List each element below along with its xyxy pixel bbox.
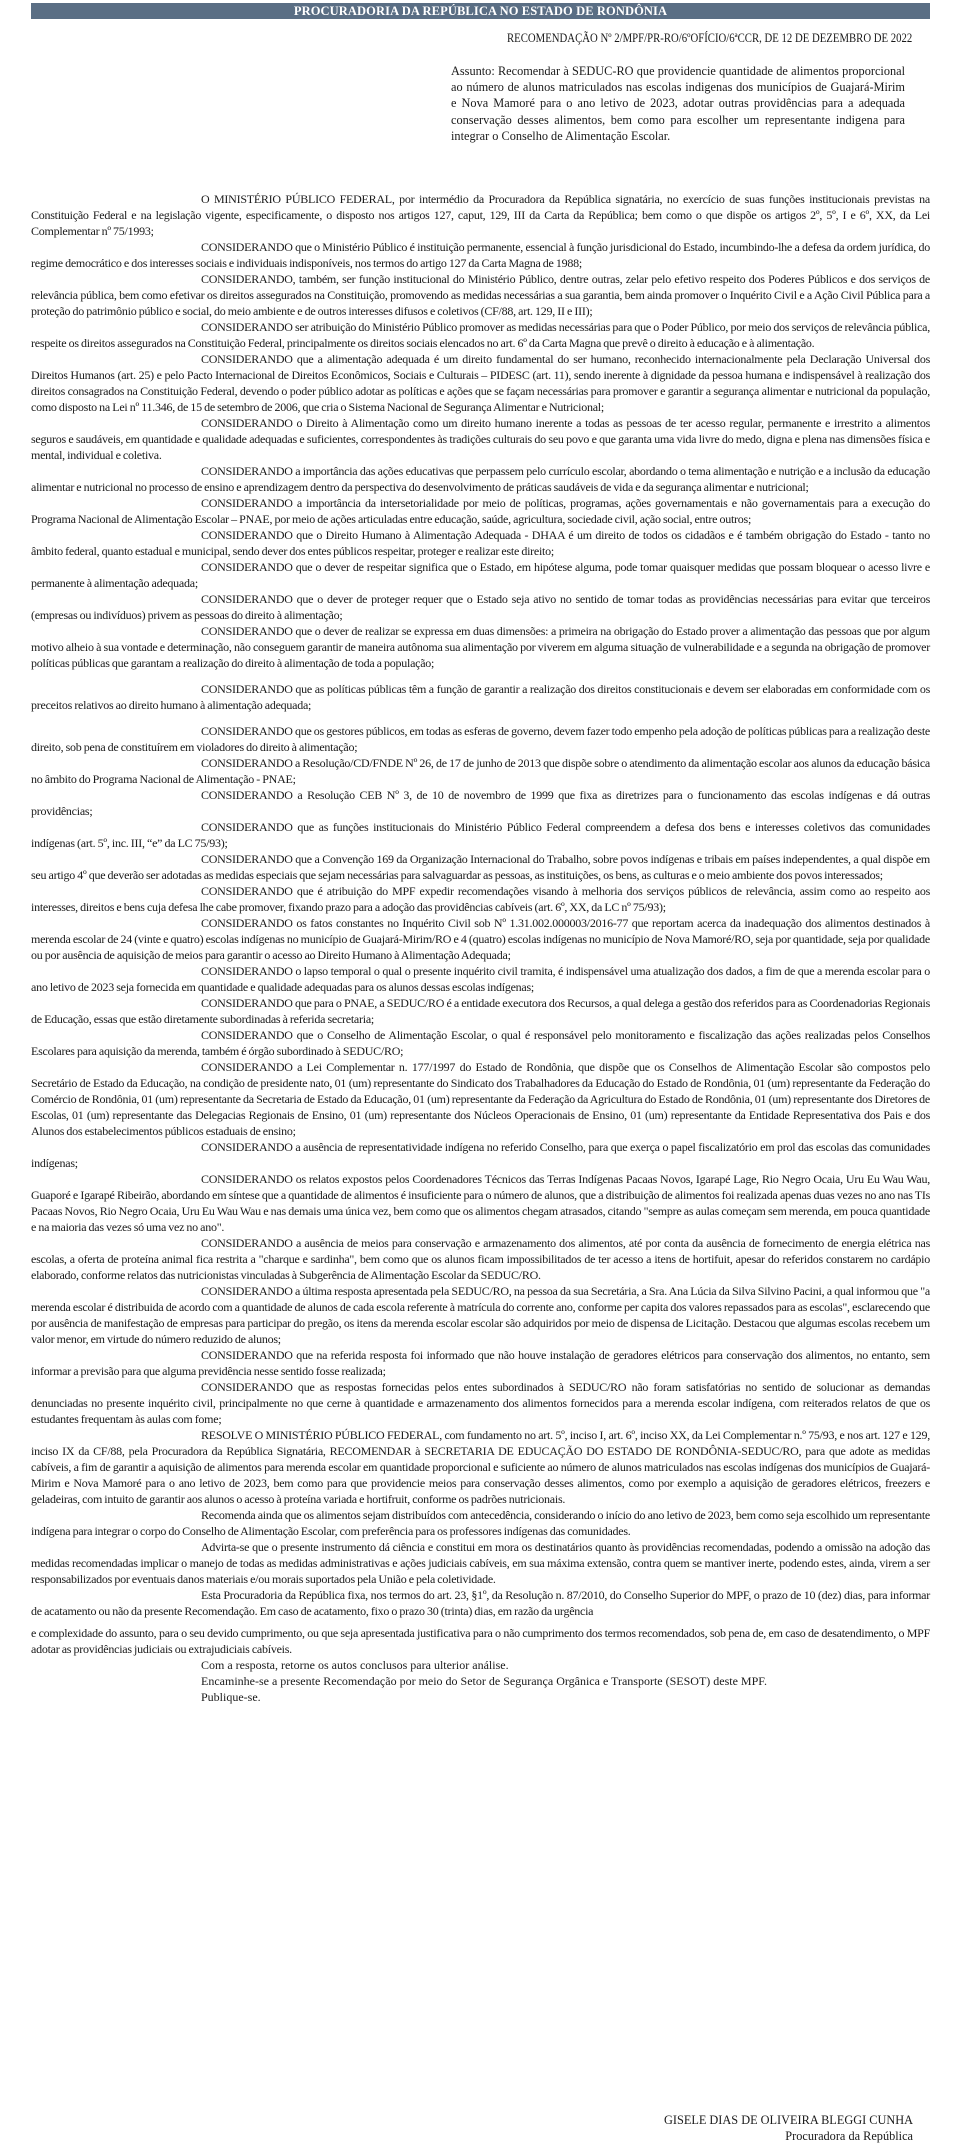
paragraph-considerando: CONSIDERANDO, também, ser função institucional do Ministério Público, dentre outras, zelar pelo efetivo respeito dos Poderes Públicos e dos serviços de relevância pública, bem como efetivar os direitos assegurados na Constituição, promovendo as medidas necessárias a sua garantia, bem ainda promover o Inquérito Civil e a Ação Civil Pública para a proteção do patrimônio público e social, do meio ambiente e de outros interesses difusos e coletivos (CF/88, art. 129, II e III);: [31, 272, 930, 318]
document-body: [31, 191, 930, 1705]
subject-block: Assunto: Recomendar à SEDUC-RO que providencie quantidade de alimentos proporcional ao número de alunos matriculados nas escolas indigenas dos municípios de Guajará-Mirim e Nova Mamoré para o ano letivo de 2023, adotar outras providências para a adequada conservação desses alimentos, bem como para escolher um representante indigena para integrar o Conselho de Alimentação Escolar.: [451, 64, 905, 143]
closing-line: Com a resposta, retorne os autos conclusos para ulterior análise.: [201, 1658, 509, 1672]
paragraph-preamble: O MINISTÉRIO PÚBLICO FEDERAL, por intermédio da Procuradora da República signatária, no exercício de suas funções institucionais previstas na Constituição Federal e na legislação vigente, especificamente, o disposto nos artigos 127, caput, 129, III da Carta da República; bem como o que dispõe os artigos 2º, 5º, I e 6º, XX, da Lei Complementar nº 75/1993;: [31, 192, 930, 238]
paragraph-deadline-continued: e complexidade do assunto, para o seu devido cumprimento, ou que seja apresentada justificativa para o não cumprimento dos termos recomendados, sob pena de, em caso de desatendimento, o MPF adotar as providências judiciais ou extrajudiciais cabíveis.: [31, 1626, 930, 1656]
paragraph-warning: Advirta-se que o presente instrumento dá ciência e constitui em mora os destinatários quanto às providências recomendadas, podendo a omissão na adoção das medidas recomendadas implicar o manejo de todas as medidas administrativas e ações judiciais cabíveis, em sua máxima extensão, contra quem se mantiver inerte, podendo estes, ainda, virem a ser responsabilizados por eventuais danos materiais e/ou morais suportados pela União e pela coletividade.: [31, 1540, 930, 1586]
paragraph-considerando: CONSIDERANDO os relatos expostos pelos Coordenadores Técnicos das Terras Indígenas Pacaas Novos, Igarapé Lage, Rio Negro Ocaia, Uru Eu Wau Wau, Guaporé e Igarapé Ribeirão, abordando em síntese que a quantidade de alimentos é insuficiente para o número de alunos, que a distribuição de alimentos foi realizada apenas duas vezes no ano nas TIs Pacaas Novos, Rio Negro Ocaia, Uru Eu Wau Wau e nas demais uma única vez, bem como que os alimentos chegam atrasados, citando "sempre as aulas começam sem merenda, em pouca quantidade e na maioria das vezes só uma vez no ano".: [31, 1172, 930, 1234]
closing-line: Encaminhe-se a presente Recomendação por meio do Setor de Segurança Orgânica e Transporte (SESOT) deste MPF.: [201, 1674, 767, 1688]
paragraph-recommendation: Recomenda ainda que os alimentos sejam distribuídos com antecedência, considerando o início do ano letivo de 2023, bem como seja escolhido um representante indígena para integrar o corpo do Conselho de Alimentação Escolar, com preferência para os professores indígenas das comunidades.: [31, 1508, 930, 1538]
paragraph-considerando: CONSIDERANDO a ausência de meios para conservação e armazenamento dos alimentos, até por conta da ausência de fornecimento de energia elétrica nas escolas, a oferta de proteína animal fica restrita a "charque e sardinha", bem como que os alunos ficam impossibilitados de ter acesso a itens de hortifuit, apesar do referidos constarem no cardápio elaborado, conforme relatos das nutricionistas vinculadas à Subgerência de Alimentação Escolar da SEDUC/RO.: [31, 1236, 930, 1282]
paragraph-considerando: CONSIDERANDO a Resolução/CD/FNDE Nº 26, de 17 de junho de 2013 que dispõe sobre o atendimento da alimentação escolar aos alunos da educação básica no âmbito do Programa Nacional de Alimentação - PNAE;: [31, 756, 930, 786]
paragraph-considerando: CONSIDERANDO que o Ministério Público é instituição permanente, essencial à função jurisdicional do Estado, incumbindo-lhe a defesa da ordem jurídica, do regime democrático e dos interesses sociais e individuais indisponíveis, nos termos do artigo 127 da Carta Magna de 1988;: [31, 240, 930, 270]
paragraph-considerando: CONSIDERANDO o Direito à Alimentação como um direito humano inerente a todas as pessoas de ter acesso regular, permanente e irrestrito a alimentos seguros e saudáveis, em quantidade e qualidade adequadas e suficientes, correspondentes às tradições culturais do seu povo e que garanta uma vida livre do medo, digna e plena nas dimensões física e mental, individual e coletiva.: [31, 416, 930, 462]
paragraph-considerando: CONSIDERANDO a última resposta apresentada pela SEDUC/RO, na pessoa da sua Secretária, a Sra. Ana Lúcia da Silva Silvino Pacini, a qual informou que "a merenda escolar é distribuida de acordo com a quantidade de alunos de cada escola referente à matrícula do corrente ano, conforme per capita dos valores repassados para as escolas", esclarecendo que por ausência de manifestação de empresas para participar do pregão, os itens da merenda escolar escolar são adquiridos por meio de dispensa de Licitação. Destacou que algumas escolas recebem um valor menor, em virtude do número reduzido de alunos;: [31, 1284, 930, 1346]
paragraph-considerando: CONSIDERANDO a Resolução CEB Nº 3, de 10 de novembro de 1999 que fixa as diretrizes para o funcionamento das escolas indígenas e dá outras providências;: [31, 788, 930, 818]
paragraph-considerando: CONSIDERANDO que a Convenção 169 da Organização Internacional do Trabalho, sobre povos indígenas e tribais em países independentes, a qual dispõe em seu artigo 4º que deverão ser adotadas as medidas especiais que sejam necessárias para salvaguardar as pessoas, as instituições, os bens, as culturas e o meio ambiente dos povos interessados;: [31, 852, 930, 882]
paragraph-considerando: CONSIDERANDO ser atribuição do Ministério Público promover as medidas necessárias para que o Poder Público, por meio dos serviços de relevância pública, respeite os direitos assegurados na Constituição Federal, principalmente os direitos sociais elencados no art. 6º da Carta Magna que prevê o direito à educação e à alimentação.: [31, 320, 930, 350]
paragraph-deadline: Esta Procuradoria da República fixa, nos termos do art. 23, §1º, da Resolução n. 87/2010, do Conselho Superior do MPF, o prazo de 10 (dez) dias, para informar de acatamento ou não da presente Recomendação. Em caso de acatamento, fixo o prazo 30 (trinta) dias, em razão da urgência: [31, 1588, 930, 1618]
paragraph-considerando: CONSIDERANDO a importância das ações educativas que perpassem pelo currículo escolar, abordando o tema alimentação e nutrição e a inclusão da educação alimentar e nutricional no processo de ensino e aprendizagem dentro da perspectiva do desenvolvimento de práticas saudáveis de vida e da segurança alimentar e nutricional;: [31, 464, 930, 494]
paragraph-considerando: CONSIDERANDO que as funções institucionais do Ministério Público Federal compreendem a defesa dos bens e interesses coletivos das comunidades indígenas (art. 5º, inc. III, “e” da LC 75/93);: [31, 820, 930, 850]
paragraph-resolve: RESOLVE O MINISTÉRIO PÚBLICO FEDERAL, com fundamento no art. 5º, inciso I, art. 6º, inciso XX, da Lei Complementar n.º 75/93, e nos art. 127 e 129, inciso IX da CF/88, pela Procuradora da República Signatária, RECOMENDAR à SECRETARIA DE EDUCAÇÃO DO ESTADO DE RONDÔNIA-SEDUC/RO, para que adote as medidas cabíveis, a fim de garantir a aquisição de alimentos para merenda escolar em quantidade proporcional e suficiente ao número de alunos matriculados nas escolas indígenas dos municípios de Guajará-Mirim e Nova Mamoré para o ano letivo de 2023, bem como para que providencie meios para conservação desses alimentos, como por exemplo a aquisição de geradores elétricos, freezers e geladeiras, com intuito de garantir aos alunos o acesso à proteína variada e hortifruit, conforme os padrões nutricionais.: [31, 1428, 930, 1506]
paragraph-considerando: CONSIDERANDO que o dever de proteger requer que o Estado seja ativo no sentido de tomar todas as providências necessárias para evitar que terceiros (empresas ou indivíduos) privem as pessoas do direito à alimentação;: [31, 592, 930, 622]
paragraph-considerando: CONSIDERANDO o lapso temporal o qual o presente inquérito civil tramita, é indispensável uma atualização dos dados, a fim de que a merenda escolar para o ano letivo de 2023 seja fornecida em quantidade e qualidade adequadas para os alunos dessas escolas indígenas;: [31, 964, 930, 994]
paragraph-considerando: CONSIDERANDO que o dever de realizar se expressa em duas dimensões: a primeira na obrigação do Estado prover a alimentação das pessoas que por algum motivo alheio à sua vontade e determinação, não conseguem garantir de maneira autônoma sua alimentação por viverem em alguma situação de vulnerabilidade e a segunda na obrigação de promover políticas públicas que garantam a realização do direito à alimentação de toda a população;: [31, 624, 930, 670]
closing-line: Publique-se.: [201, 1690, 261, 1704]
paragraph-considerando: CONSIDERANDO que o dever de respeitar significa que o Estado, em hipótese alguma, pode tomar quaisquer medidas que possam bloquear o acesso livre e permanente à alimentação adequada;: [31, 560, 930, 590]
institution-banner: PROCURADORIA DA REPÚBLICA NO ESTADO DE RONDÔNIA: [31, 3, 930, 19]
paragraph-considerando: CONSIDERANDO que as políticas públicas têm a função de garantir a realização dos direitos constitucionais e devem ser elaboradas em conformidade com os preceitos relativos ao direito humano à alimentação adequada;: [31, 682, 930, 712]
paragraph-considerando: CONSIDERANDO que a alimentação adequada é um direito fundamental do ser humano, reconhecido internacionalmente pela Declaração Universal dos Direitos Humanos (art. 25) e pelo Pacto Internacional de Direitos Econômicos, Sociais e Culturais – PIDESC (art. 11), sendo inerente à dignidade da pessoa humana e indispensável à realização dos direitos consagrados na Constituição Federal, devendo o poder público adotar as políticas e ações que se façam necessárias para promover e garantir a segurança alimentar e nutricional da população, como disposto na Lei nº 11.346, de 15 de setembro de 2006, que cria o Sistema Nacional de Segurança Alimentar e Nutricional;: [31, 352, 930, 414]
paragraph-considerando: CONSIDERANDO que os gestores públicos, em todas as esferas de governo, devem fazer todo empenho pela adoção de políticas públicas para a realização deste direito, sob pena de constituírem em violadores do direito à alimentação;: [31, 724, 930, 754]
paragraph-considerando: CONSIDERANDO a Lei Complementar n. 177/1997 do Estado de Rondônia, que dispõe que os Conselhos de Alimentação Escolar são compostos pelo Secretário de Estado da Educação, na condição de presidente nato, 01 (um) representante do Sindicato dos Trabalhadores da Educação do Estado de Rondônia, 01 (um) representante da Federação do Comércio de Rondônia, 01 (um) representante da Secretaria de Estado da Educação, 01 (um) representante da Federação da Agricultura do Estado de Rondônia, 01 (um) representante dos Diretores de Escolas, 01 (um) representante das Delegacias Regionais de Ensino, 01 (um) representante dos Núcleos Operacionais de Ensino, 01 (um) representante da Entidade Representativa dos Pais e dos Alunos dos estabelecimentos públicos estaduais de ensino;: [31, 1060, 930, 1138]
paragraph-considerando: CONSIDERANDO que para o PNAE, a SEDUC/RO é a entidade executora dos Recursos, a qual delega a gestão dos referidos para as Coordenadorias Regionais de Educação, essas que estão diretamente subordinadas à referida secretaria;: [31, 996, 930, 1026]
paragraph-considerando: CONSIDERANDO que na referida resposta foi informado que não houve instalação de geradores elétricos para conservação dos alimentos, no entanto, sem informar a previsão para que alguma previdência nesse sentido fosse realizada;: [31, 1348, 930, 1378]
document-reference: RECOMENDAÇÃO Nº 2/MPF/PR-RO/6ºOFÍCIO/6ªCCR, DE 12 DE DEZEMBRO DE 2022: [506, 31, 912, 45]
paragraph-considerando: CONSIDERANDO que as respostas fornecidas pelos entes subordinados à SEDUC/RO não foram satisfatórias no sentido de solucionar as demandas denunciadas no presente inquérito civil, principalmente no que cerne à quantidade e armazenamento dos alimentos fornecidos para a merenda escolar indígena, com reiterados relatos de que os estudantes frequentam às aulas com fome;: [31, 1380, 930, 1426]
paragraph-considerando: CONSIDERANDO a ausência de representatividade indígena no referido Conselho, para que exerça o papel fiscalizatório em prol das escolas das comunidades indígenas;: [31, 1140, 930, 1170]
paragraph-considerando: CONSIDERANDO que é atribuição do MPF expedir recomendações visando à melhoria dos serviços públicos de relevância, assim como ao respeito aos interesses, direitos e bens cuja defesa lhe cabe promover, fixando prazo para a adoção das providências cabíveis (art. 6º, XX, da LC nº 75/93);: [31, 884, 930, 914]
paragraph-considerando: CONSIDERANDO que o Conselho de Alimentação Escolar, o qual é responsável pelo monitoramento e fiscalização das ações realizadas pelos Conselhos Escolares para aquisição da merenda, também é órgão subordinado à SEDUC/RO;: [31, 1028, 930, 1058]
signature-name: GISELE DIAS DE OLIVEIRA BLEGGI CUNHA: [664, 2113, 913, 2127]
signature-role: Procuradora da República: [785, 2129, 913, 2143]
paragraph-considerando: CONSIDERANDO os fatos constantes no Inquérito Civil sob Nº 1.31.002.000003/2016-77 que reportam acerca da inadequação dos alimentos destinados à merenda escolar de 24 (vinte e quatro) escolas indígenas no município de Guajará-Mirim/RO e 4 (quatro) escolas indígenas no município de Nova Mamoré/RO, seja por quantidade, seja por qualidade ou por ausência de aquisição de meios para garantir o acesso ao Direito Humano à Alimentação Adequada;: [31, 916, 930, 962]
paragraph-considerando: CONSIDERANDO que o Direito Humano à Alimentação Adequada - DHAA é um direito de todos os cidadãos e é também obrigação do Estado - tanto no âmbito federal, quanto estadual e municipal, sendo dever dos entes públicos respeitar, proteger e realizar este direito;: [31, 528, 930, 558]
paragraph-considerando: CONSIDERANDO a importância da intersetorialidade por meio de políticas, programas, ações governamentais e não governamentais para a execução do Programa Nacional de Alimentação Escolar – PNAE, por meio de ações articuladas entre educação, saúde, agricultura, sociedade civil, ação social, entre outros;: [31, 496, 930, 526]
